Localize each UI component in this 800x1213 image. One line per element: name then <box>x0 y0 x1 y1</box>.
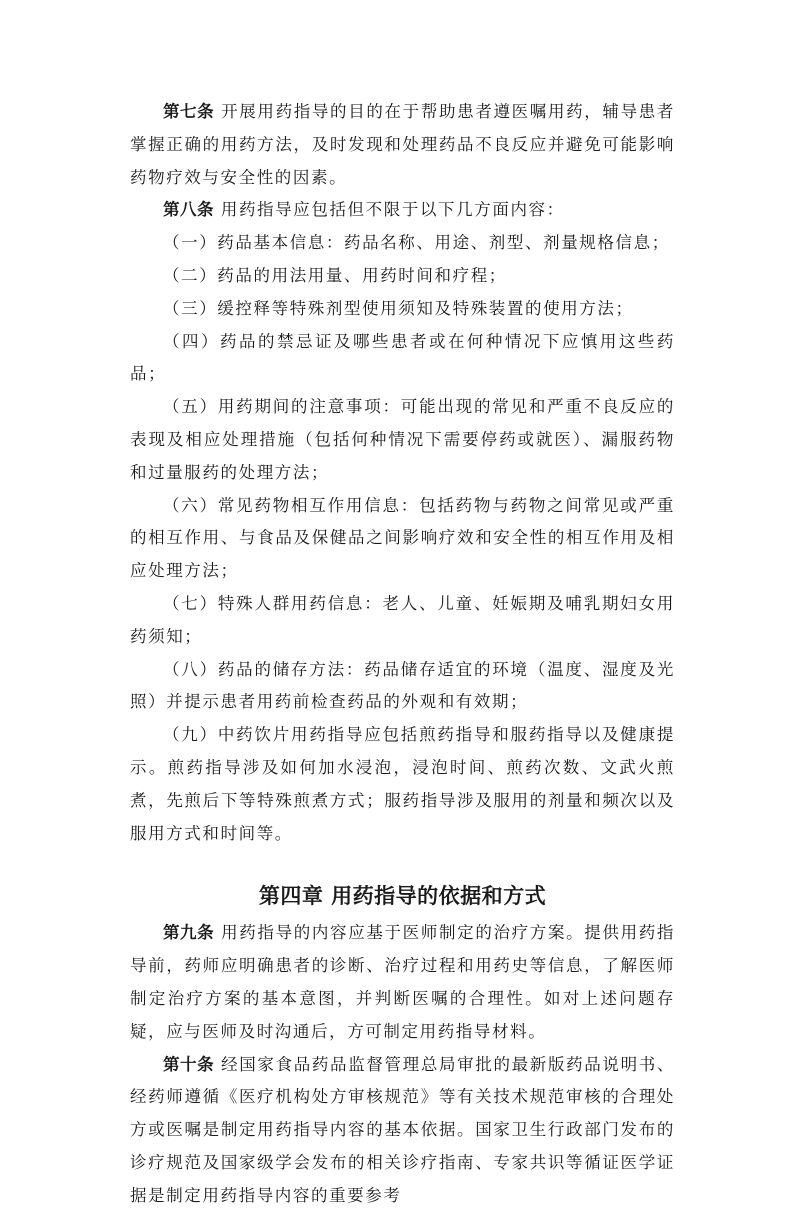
article-8-label: 第八条 <box>163 200 214 220</box>
article-8-item-5: （五）用药期间的注意事项：可能出现的常见和严重不良反应的表现及相应处理措施（包括何种情况下需要停药或就医）、漏服药物和过量服药的处理方法； <box>130 397 675 482</box>
article-8-item-1: （一）药品基本信息：药品名称、用途、剂型、剂量规格信息； <box>163 233 670 253</box>
article-7-text: 开展用药指导的目的在于帮助患者遵医嘱用药，辅导患者掌握正确的用药方法，及时发现和处理药品不良反应并避免可能影响药物疗效与安全性的因素。 <box>130 102 675 187</box>
article-9-label: 第九条 <box>163 923 215 943</box>
article-8-text: 用药指导应包括但不限于以下几方面内容： <box>220 200 565 220</box>
article-8-item-7: （七）特殊人群用药信息：老人、儿童、妊娠期及哺乳期妇女用药须知； <box>130 593 675 646</box>
chapter-4-title: 第四章 用药指导的依据和方式 <box>258 884 547 909</box>
article-8-item-2: （二）药品的用法用量、用药时间和疗程； <box>163 265 507 285</box>
article-7-label: 第七条 <box>163 102 215 121</box>
article-8-item-3: （三）缓控释等特殊剂型使用须知及特殊装置的使用方法； <box>163 298 634 318</box>
article-8-item-9: （九）中药饮片用药指导应包括煎药指导和服药指导以及健康提示。煎药指导涉及如何加水浸泡，浸泡时间、煎药次数、文武火煎煮，先煎后下等特殊煎煮方式；服药指导涉及服用的剂量和频次以及服用方式和时间等。 <box>130 725 675 843</box>
article-9 <box>130 917 675 1048</box>
article-7 <box>130 96 675 194</box>
article-8-item-6: （六）常见药物相互作用信息：包括药物与药物之间常见或严重的相互作用、与食品及保健品之间影响疗效和安全性的相互作用及相应处理方法； <box>130 495 675 581</box>
article-8-item-4: （四）药品的禁忌证及哪些患者或在何种情况下应慎用这些药品； <box>130 331 675 384</box>
article-10-text: 经国家食品药品监督管理总局审批的最新版药品说明书、经药师遵循《医疗机构处方审核规范》等有关技术规范审核的合理处方或医嘱是制定用药指导内容的基本依据。国家卫生行政部门发布的诊疗规范及国家级学会发布的相关诊疗指南、专家共识等循证医学证据是制定用药指导内容的重要参考 <box>130 1054 675 1205</box>
article-10-label: 第十条 <box>163 1054 215 1074</box>
article-8 <box>130 194 675 227</box>
article-9-text: 用药指导的内容应基于医师制定的治疗方案。提供用药指导前，药师应明确患者的诊断、治疗过程和用药史等信息，了解医师制定治疗方案的基本意图，并判断医嘱的合理性。如对上述问题存疑，应与医师及时沟通后，方可制定用药指导材料。 <box>130 923 675 1041</box>
document-page <box>130 96 675 1213</box>
article-8-item-8: （八）药品的储存方法：药品储存适宜的环境（温度、湿度及光照）并提示患者用药前检查药品的外观和有效期； <box>130 659 675 712</box>
